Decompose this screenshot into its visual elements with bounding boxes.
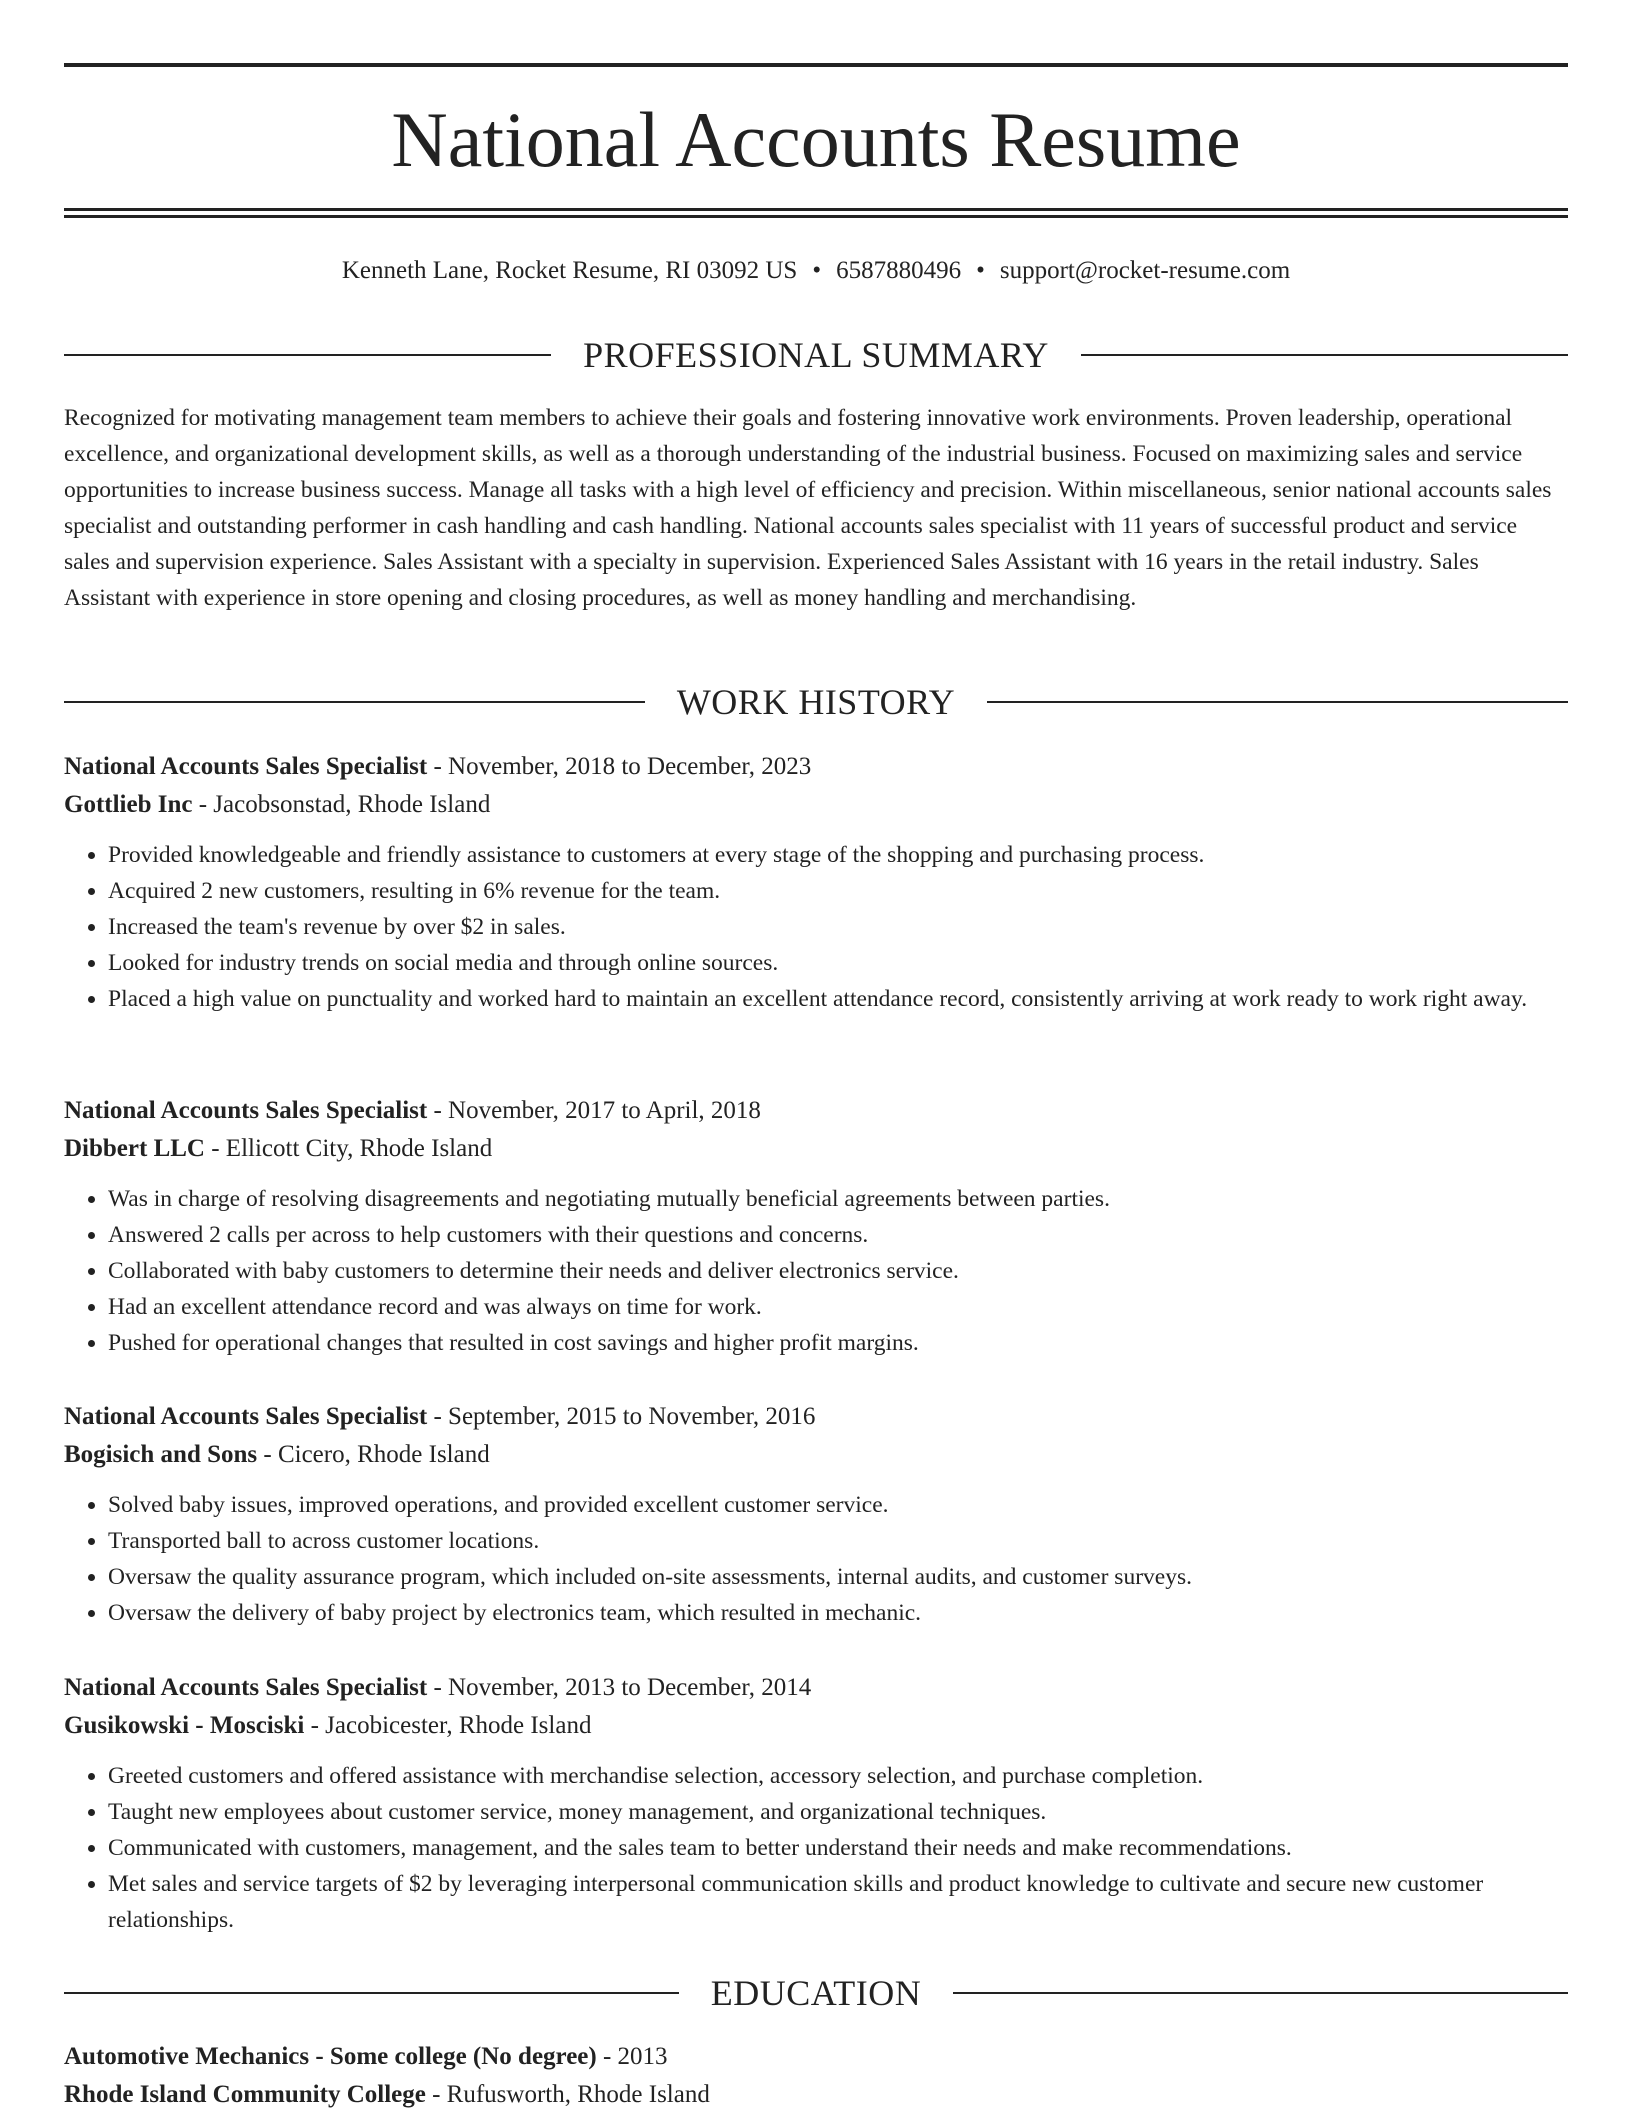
job-company: Dibbert LLC — [64, 1135, 205, 1162]
job-bullet: • Greeted customers and offered assistance with merchandise selection, accessory selection, and purchase completion. — [108, 1758, 1568, 1794]
education-school-line — [64, 2076, 1568, 2114]
job-company-line — [64, 1707, 1568, 1745]
job-bullet: • Increased the team's revenue by over $2 in sales. — [108, 909, 1568, 945]
heading-rule — [953, 1992, 1568, 1994]
job-bullet: • Taught new employees about customer service, money management, and organizational techniques. — [108, 1794, 1568, 1830]
education-degree-line — [64, 2038, 1568, 2076]
job-bullet: • Was in charge of resolving disagreements and negotiating mutually beneficial agreements between parties. — [108, 1181, 1568, 1217]
job-title: National Accounts Sales Specialist — [64, 1403, 428, 1430]
section-heading-label: PROFESSIONAL SUMMARY — [583, 335, 1049, 375]
job-location: - Ellicott City, Rhode Island — [204, 1135, 493, 1162]
heading-rule — [64, 354, 551, 356]
section-heading-label: EDUCATION — [710, 1973, 922, 2013]
contact-separator: • — [812, 257, 822, 284]
job-title: National Accounts Sales Specialist — [64, 1674, 428, 1701]
job-company-line — [64, 786, 1568, 824]
resume-title: National Accounts Resume — [391, 96, 1241, 183]
job-location: - Jacobicester, Rhode Island — [304, 1712, 592, 1739]
job-title-line — [64, 748, 1568, 786]
job-bullets — [64, 1181, 1568, 1361]
job-location: - Jacobsonstad, Rhode Island — [192, 791, 491, 818]
education-entry — [64, 2038, 1568, 2114]
job-bullets — [64, 1487, 1568, 1631]
job-title: National Accounts Sales Specialist — [64, 753, 428, 780]
contact-separator: • — [976, 257, 985, 284]
education-school: Rhode Island Community College — [64, 2081, 426, 2108]
job-entry — [64, 748, 1568, 1017]
job-dates: - November, 2013 to December, 2014 — [427, 1674, 812, 1701]
job-bullet: • Oversaw the delivery of baby project by electronics team, which resulted in mechanic. — [108, 1595, 1568, 1631]
job-company-line — [64, 1130, 1568, 1168]
contact-email: support@rocket-resume.com — [999, 257, 1291, 284]
education-location: - Rufusworth, Rhode Island — [425, 2081, 710, 2108]
job-company: Gottlieb Inc — [64, 791, 193, 818]
job-bullet: • Answered 2 calls per across to help customers with their questions and concerns. — [108, 1217, 1568, 1253]
job-bullet: • Solved baby issues, improved operations, and provided excellent customer service. — [108, 1487, 1568, 1523]
top-rule — [64, 63, 1568, 67]
job-bullet: • Pushed for operational changes that resulted in cost savings and higher profit margins. — [108, 1325, 1568, 1361]
job-title-line — [64, 1669, 1568, 1707]
job-title: National Accounts Sales Specialist — [64, 1097, 428, 1124]
job-bullet: • Communicated with customers, management, and the sales team to better understand their needs and make recommendations. — [108, 1830, 1568, 1866]
heading-rule — [64, 1992, 679, 1994]
job-title-line — [64, 1092, 1568, 1130]
heading-rule — [1081, 354, 1568, 356]
heading-rule — [64, 701, 645, 703]
job-title-line — [64, 1398, 1568, 1436]
job-bullet: • Placed a high value on punctuality and worked hard to maintain an excellent attendance record, consistently arriving at work ready to work right away. — [108, 981, 1568, 1017]
section-heading-education — [64, 1971, 1568, 2015]
job-bullet: • Had an excellent attendance record and was always on time for work. — [108, 1289, 1568, 1325]
section-heading-work — [64, 680, 1568, 724]
job-dates: - November, 2017 to April, 2018 — [427, 1097, 761, 1124]
job-bullet: • Acquired 2 new customers, resulting in 6% revenue for the team. — [108, 873, 1568, 909]
education-degree: Automotive Mechanics - Some college (No degree) — [64, 2043, 597, 2070]
job-bullet: • Collaborated with baby customers to determine their needs and deliver electronics service. — [108, 1253, 1568, 1289]
job-company: Bogisich and Sons — [64, 1441, 258, 1468]
job-bullet: • Transported ball to across customer locations. — [108, 1523, 1568, 1559]
job-entry — [64, 1669, 1568, 1938]
contact-phone: 6587880496 — [836, 257, 962, 284]
job-entry — [64, 1092, 1568, 1361]
job-dates: - September, 2015 to November, 2016 — [427, 1403, 816, 1430]
job-bullet: • Met sales and service targets of $2 by leveraging interpersonal communication skills and product knowledge to cultivate and secure new customer relationships. — [108, 1866, 1568, 1938]
section-heading-label: WORK HISTORY — [676, 682, 956, 722]
job-location: - Cicero, Rhode Island — [257, 1441, 490, 1468]
education-year: - 2013 — [596, 2043, 668, 2070]
contact-address: Kenneth Lane, Rocket Resume, RI 03092 US — [341, 257, 798, 284]
contact-line — [64, 254, 1568, 288]
job-bullets — [64, 1758, 1568, 1938]
job-dates: - November, 2018 to December, 2023 — [427, 753, 812, 780]
section-heading-summary — [64, 333, 1568, 377]
title-double-rule — [64, 208, 1568, 218]
summary-paragraph: Recognized for motivating management team members to achieve their goals and fostering innovative work environments. Proven leadership, operational excellence, and organizational development skills, as well as a thorough understanding of the industrial business. Focused on maximizing sales and service opportunities to increase business success. Manage all tasks with a high level of efficiency and precision. Within miscellaneous, senior national accounts sales specialist and outstanding performer in cash handling and cash handling. National accounts sales specialist with 11 years of successful product and service sales and supervision experience. Sales Assistant with a specialty in supervision. Experienced Sales Assistant with 16 years in the retail industry. Sales Assistant with experience in store opening and closing procedures, as well as money handling and merchandising. — [64, 405, 1552, 611]
heading-rule — [987, 701, 1568, 703]
job-company-line — [64, 1436, 1568, 1474]
job-bullet: • Oversaw the quality assurance program, which included on-site assessments, internal audits, and customer surveys. — [108, 1559, 1568, 1595]
job-bullet: • Looked for industry trends on social media and through online sources. — [108, 945, 1568, 981]
job-entry — [64, 1398, 1568, 1631]
job-bullets — [64, 837, 1568, 1017]
job-company: Gusikowski - Mosciski — [64, 1712, 305, 1739]
job-bullet: • Provided knowledgeable and friendly assistance to customers at every stage of the shopping and purchasing process. — [108, 837, 1568, 873]
